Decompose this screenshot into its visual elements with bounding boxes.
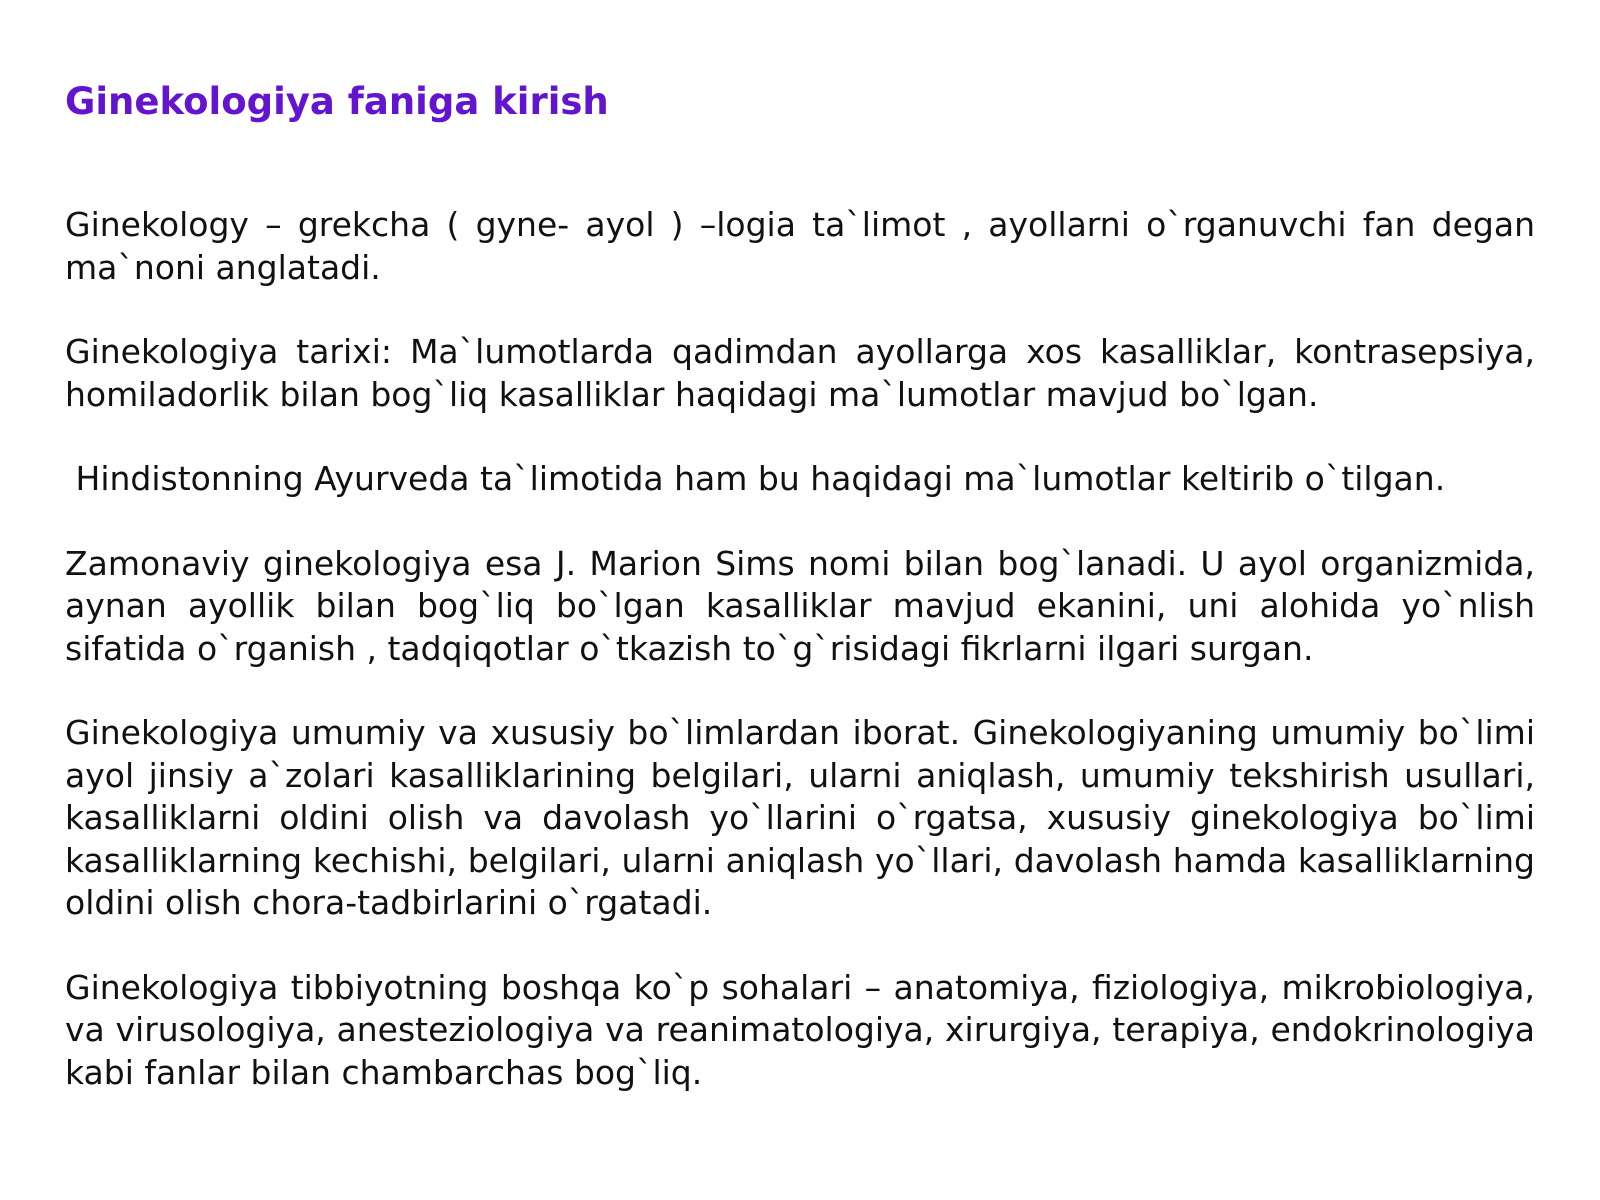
- paragraph-history: Ginekologiya tarixi: Ma`lumotlarda qadimdan ayollarga xos kasalliklar, kontrasepsiya, homiladorlik bilan bog`liq kasalliklar haqidagi ma`lumotlar mavjud bo`lgan.: [65, 332, 1546, 414]
- paragraph-etymology: Ginekology – grekcha ( gyne- ayol ) –logia ta`limot , ayollarni o`rganuvchi fan degan ma`noni anglatadi.: [65, 205, 1546, 287]
- slide-body: [65, 204, 1546, 1094]
- paragraph-modern-gynecology: Zamonaviy ginekologiya esa J. Marion Sims nomi bilan bog`lanadi. U ayol organizmida, aynan ayollik bilan bog`liq bo`lgan kasalliklar mavjud ekanini, uni alohida yo`nlish sifatida o`rganish , tadqiqotlar o`tkazish to`g`risidagi fikrlarni ilgari surgan.: [65, 543, 1546, 668]
- slide-title: Ginekologiya faniga kirish: [65, 80, 609, 123]
- paragraph-sections: Ginekologiya umumiy va xususiy bo`limlardan iborat. Ginekologiyaning umumiy bo`limi ayol jinsiy a`zolari kasalliklarining belgilari, ularni aniqlash, umumiy tekshirish usullari, kasalliklarni oldini olish va davolash yo`llarini o`rgatsa, xususiy ginekologiya bo`limi kasalliklarning kechishi, belgilari, ularni aniqlash yo`llari, davolash hamda kasalliklarning oldini olish chora-tadbirlarini o`rgatadi.: [65, 713, 1546, 922]
- paragraph-ayurveda: Hindistonning Ayurveda ta`limotida ham bu haqidagi ma`lumotlar keltirib o`tilgan.: [65, 459, 1446, 498]
- paragraph-related-fields: Ginekologiya tibbiyotning boshqa ko`p sohalari – anatomiya, fiziologiya, mikrobiologiya, va virusologiya, anesteziologiya va reanimatologiya, xirurgiya, terapiya, endokrinologiya kabi fanlar bilan chambarchas bog`liq.: [65, 967, 1546, 1092]
